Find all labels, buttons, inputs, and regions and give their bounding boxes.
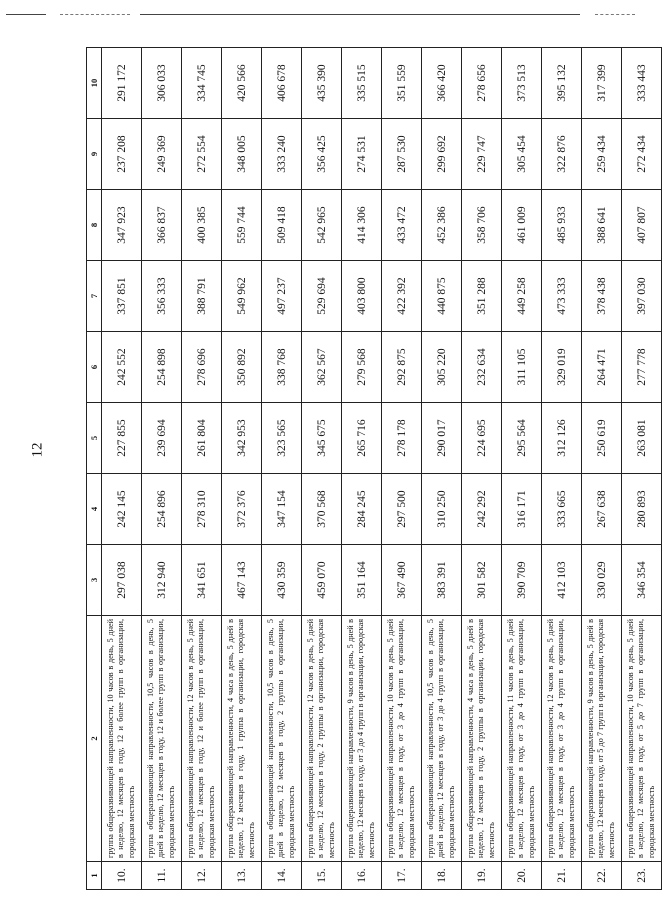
cost-value-col-5: 323 565 <box>262 403 302 474</box>
top-rule-right <box>595 14 635 15</box>
table-row <box>102 48 142 890</box>
cost-value-col-3: 346 354 <box>622 545 662 616</box>
cost-value-col-10: 334 745 <box>182 48 222 119</box>
cost-value-col-5: 227 855 <box>102 403 142 474</box>
row-number: 17. <box>382 862 422 890</box>
cost-value-col-9: 274 531 <box>342 119 382 190</box>
cost-value-col-3: 351 164 <box>342 545 382 616</box>
cost-value-col-7: 337 851 <box>102 261 142 332</box>
cost-value-col-9: 272 434 <box>622 119 662 190</box>
cost-value-col-9: 237 208 <box>102 119 142 190</box>
group-description: группа общеразвивающей направленности, 9 часов в день, 5 дней в неделю, 12 месяцев в году, от 3 до 4 групп в организации, городская местность <box>342 616 382 862</box>
row-number: 14. <box>262 862 302 890</box>
row-number: 13. <box>222 862 262 890</box>
group-description: группа общеразвивающей направленности, 10,5 часов в день, 5 дней в неделю, 12 месяцев в году, 2 группы в организации, городская местность <box>262 616 302 862</box>
cost-value-col-6: 350 892 <box>222 332 262 403</box>
group-description: группа общеразвивающей направленности, 9 часов в день, 5 дней в неделю, 12 месяцев в году, от 5 до 7 групп в организации, городская местность <box>582 616 622 862</box>
cost-value-col-4: 278 310 <box>182 474 222 545</box>
cost-value-col-3: 467 143 <box>222 545 262 616</box>
cost-value-col-6: 311 105 <box>502 332 542 403</box>
header-row <box>87 48 102 890</box>
top-rule-main <box>140 14 580 15</box>
cost-value-col-7: 529 694 <box>302 261 342 332</box>
cost-value-col-6: 278 696 <box>182 332 222 403</box>
top-rule-dashed <box>60 14 130 15</box>
column-header-4: 4 <box>87 474 102 545</box>
column-header-3: 3 <box>87 545 102 616</box>
cost-value-col-6: 277 778 <box>622 332 662 403</box>
cost-value-col-10: 435 390 <box>302 48 342 119</box>
column-header-7: 7 <box>87 261 102 332</box>
cost-value-col-6: 232 634 <box>462 332 502 403</box>
cost-value-col-9: 356 425 <box>302 119 342 190</box>
cost-value-col-3: 330 029 <box>582 545 622 616</box>
cost-value-col-7: 403 800 <box>342 261 382 332</box>
cost-value-col-7: 388 791 <box>182 261 222 332</box>
cost-value-col-9: 333 240 <box>262 119 302 190</box>
table-row <box>142 48 182 890</box>
cost-value-col-8: 407 807 <box>622 190 662 261</box>
cost-value-col-8: 400 385 <box>182 190 222 261</box>
cost-value-col-10: 373 513 <box>502 48 542 119</box>
cost-value-col-4: 280 893 <box>622 474 662 545</box>
rotated-table-region <box>86 48 656 890</box>
cost-value-col-3: 383 391 <box>422 545 462 616</box>
cost-value-col-6: 305 220 <box>422 332 462 403</box>
cost-value-col-4: 316 171 <box>502 474 542 545</box>
cost-value-col-3: 297 038 <box>102 545 142 616</box>
column-header-8: 8 <box>87 190 102 261</box>
table-row <box>302 48 342 890</box>
page-number: 12 <box>29 442 46 458</box>
cost-value-col-8: 414 306 <box>342 190 382 261</box>
cost-value-col-10: 395 132 <box>542 48 582 119</box>
cost-value-col-10: 420 566 <box>222 48 262 119</box>
cost-value-col-7: 549 962 <box>222 261 262 332</box>
cost-value-col-8: 388 641 <box>582 190 622 261</box>
column-header-5: 5 <box>87 403 102 474</box>
cost-value-col-9: 287 530 <box>382 119 422 190</box>
group-description: группа общеразвивающей направленности, 12 часов в день, 5 дней в неделю, 12 месяцев в году, от 3 до 4 групп в организации, городская местность <box>542 616 582 862</box>
cost-value-col-5: 261 804 <box>182 403 222 474</box>
cost-value-col-5: 345 675 <box>302 403 342 474</box>
cost-value-col-4: 267 638 <box>582 474 622 545</box>
cost-value-col-7: 473 333 <box>542 261 582 332</box>
cost-value-col-7: 397 030 <box>622 261 662 332</box>
row-number: 16. <box>342 862 382 890</box>
cost-value-col-4: 297 500 <box>382 474 422 545</box>
cost-value-col-3: 367 490 <box>382 545 422 616</box>
cost-value-col-8: 485 933 <box>542 190 582 261</box>
cost-value-col-7: 497 237 <box>262 261 302 332</box>
table-row <box>222 48 262 890</box>
group-description: группа общеразвивающей направленности, 4 часа в день, 5 дней в неделю, 12 месяцев в году, 2 группы в организации, городская местность <box>462 616 502 862</box>
cost-value-col-9: 272 554 <box>182 119 222 190</box>
table-body <box>102 48 662 890</box>
cost-value-col-4: 370 568 <box>302 474 342 545</box>
cost-value-col-5: 278 178 <box>382 403 422 474</box>
cost-value-col-9: 259 434 <box>582 119 622 190</box>
cost-value-col-6: 264 471 <box>582 332 622 403</box>
cost-value-col-9: 305 454 <box>502 119 542 190</box>
cost-value-col-7: 351 288 <box>462 261 502 332</box>
cost-value-col-5: 312 126 <box>542 403 582 474</box>
cost-value-col-3: 459 070 <box>302 545 342 616</box>
cost-value-col-5: 224 695 <box>462 403 502 474</box>
cost-value-col-8: 358 706 <box>462 190 502 261</box>
table-row <box>462 48 502 890</box>
cost-value-col-8: 452 386 <box>422 190 462 261</box>
cost-value-col-7: 440 875 <box>422 261 462 332</box>
row-number: 15. <box>302 862 342 890</box>
row-number: 22. <box>582 862 622 890</box>
cost-value-col-6: 362 567 <box>302 332 342 403</box>
cost-value-col-5: 265 716 <box>342 403 382 474</box>
cost-value-col-8: 461 009 <box>502 190 542 261</box>
cost-value-col-6: 292 875 <box>382 332 422 403</box>
table-row <box>342 48 382 890</box>
group-description: группа общеразвивающей направленности, 10,5 часов в день, 5 дней в неделю, 12 месяцев в году, 12 и более групп в организации, городская местность <box>142 616 182 862</box>
cost-value-col-7: 378 438 <box>582 261 622 332</box>
cost-value-col-8: 509 418 <box>262 190 302 261</box>
table-row <box>262 48 302 890</box>
table-row <box>182 48 222 890</box>
row-number: 18. <box>422 862 462 890</box>
cost-value-col-4: 310 250 <box>422 474 462 545</box>
cost-value-col-4: 242 145 <box>102 474 142 545</box>
cost-value-col-10: 335 515 <box>342 48 382 119</box>
cost-value-col-4: 284 245 <box>342 474 382 545</box>
row-number: 19. <box>462 862 502 890</box>
cost-value-col-10: 306 033 <box>142 48 182 119</box>
cost-value-col-9: 348 005 <box>222 119 262 190</box>
group-description: группа общеразвивающей направленности, 10 часов в день, 5 дней в неделю, 12 месяцев в году, от 3 до 4 групп в организации, городская местность <box>382 616 422 862</box>
cost-value-col-6: 242 552 <box>102 332 142 403</box>
cost-value-col-10: 406 678 <box>262 48 302 119</box>
cost-value-col-3: 341 651 <box>182 545 222 616</box>
group-description: группа общеразвивающей направленности, 10 часов в день, 5 дней в неделю, 12 месяцев в году, 12 и более групп в организации, городская местность <box>102 616 142 862</box>
cost-value-col-8: 433 472 <box>382 190 422 261</box>
cost-value-col-8: 559 744 <box>222 190 262 261</box>
cost-value-col-3: 312 940 <box>142 545 182 616</box>
cost-value-col-5: 290 017 <box>422 403 462 474</box>
cost-value-col-6: 254 898 <box>142 332 182 403</box>
cost-value-col-4: 333 665 <box>542 474 582 545</box>
column-header-2: 2 <box>87 616 102 862</box>
cost-value-col-10: 366 420 <box>422 48 462 119</box>
row-number: 23. <box>622 862 662 890</box>
cost-value-col-3: 390 709 <box>502 545 542 616</box>
cost-value-col-4: 347 154 <box>262 474 302 545</box>
cost-value-col-3: 412 103 <box>542 545 582 616</box>
row-number: 20. <box>502 862 542 890</box>
row-number: 10. <box>102 862 142 890</box>
column-header-1: 1 <box>87 862 102 890</box>
cost-value-col-7: 422 392 <box>382 261 422 332</box>
cost-value-col-9: 229 747 <box>462 119 502 190</box>
table-row <box>502 48 542 890</box>
cost-value-col-5: 250 619 <box>582 403 622 474</box>
cost-value-col-10: 291 172 <box>102 48 142 119</box>
cost-value-col-9: 249 369 <box>142 119 182 190</box>
cost-value-col-6: 338 768 <box>262 332 302 403</box>
rotated-table-container <box>86 48 656 890</box>
group-description: группа общеразвивающей направленности, 10,5 часов в день, 5 дней в неделю, 12 месяцев в году, от 3 до 4 групп в организации, городская местность <box>422 616 462 862</box>
cost-value-col-3: 430 359 <box>262 545 302 616</box>
group-description: группа общеразвивающей направленности, 12 часов в день, 5 дней в неделю, 12 месяцев в году, 2 группы в организации, городская местность <box>302 616 342 862</box>
cost-value-col-6: 329 019 <box>542 332 582 403</box>
cost-value-col-4: 242 292 <box>462 474 502 545</box>
cost-value-col-5: 295 564 <box>502 403 542 474</box>
cost-value-col-10: 333 443 <box>622 48 662 119</box>
column-header-9: 9 <box>87 119 102 190</box>
cost-value-col-7: 449 258 <box>502 261 542 332</box>
cost-value-col-8: 542 965 <box>302 190 342 261</box>
row-number: 21. <box>542 862 582 890</box>
cost-value-col-6: 279 568 <box>342 332 382 403</box>
cost-value-col-9: 322 876 <box>542 119 582 190</box>
cost-value-col-8: 366 837 <box>142 190 182 261</box>
cost-value-col-10: 278 656 <box>462 48 502 119</box>
table-row <box>542 48 582 890</box>
row-number: 11. <box>142 862 182 890</box>
group-description: группа общеразвивающей направленности, 11 часов в день, 5 дней в неделю, 12 месяцев в году, от 3 до 4 групп в организации, городская местность <box>502 616 542 862</box>
row-number: 12. <box>182 862 222 890</box>
group-description: группа общеразвивающей направленности, 12 часов в день, 5 дней в неделю, 12 месяцев в году, 12 и более групп в организации, городская местность <box>182 616 222 862</box>
cost-value-col-4: 254 896 <box>142 474 182 545</box>
group-description: группа общеразвивающей направленности, 10 часов в день, 5 дней в неделю, 12 месяцев в году, от 5 до 7 групп в организации, городская местность <box>622 616 662 862</box>
cost-value-col-10: 317 399 <box>582 48 622 119</box>
table-row <box>622 48 662 890</box>
top-rule-left <box>6 14 46 15</box>
group-description: группа общеразвивающей направленности, 4 часа в день, 5 дней в неделю, 12 месяцев в году, 1 группа в организации, городская местность <box>222 616 262 862</box>
cost-value-col-5: 342 953 <box>222 403 262 474</box>
table-row <box>422 48 462 890</box>
table-row <box>382 48 422 890</box>
cost-value-col-10: 351 559 <box>382 48 422 119</box>
column-header-6: 6 <box>87 332 102 403</box>
cost-value-col-8: 347 923 <box>102 190 142 261</box>
cost-table <box>86 47 662 890</box>
cost-value-col-9: 299 692 <box>422 119 462 190</box>
column-header-10: 10 <box>87 48 102 119</box>
cost-value-col-3: 301 582 <box>462 545 502 616</box>
cost-value-col-5: 263 081 <box>622 403 662 474</box>
cost-value-col-5: 239 694 <box>142 403 182 474</box>
table-row <box>582 48 622 890</box>
cost-value-col-4: 372 376 <box>222 474 262 545</box>
cost-value-col-7: 356 333 <box>142 261 182 332</box>
